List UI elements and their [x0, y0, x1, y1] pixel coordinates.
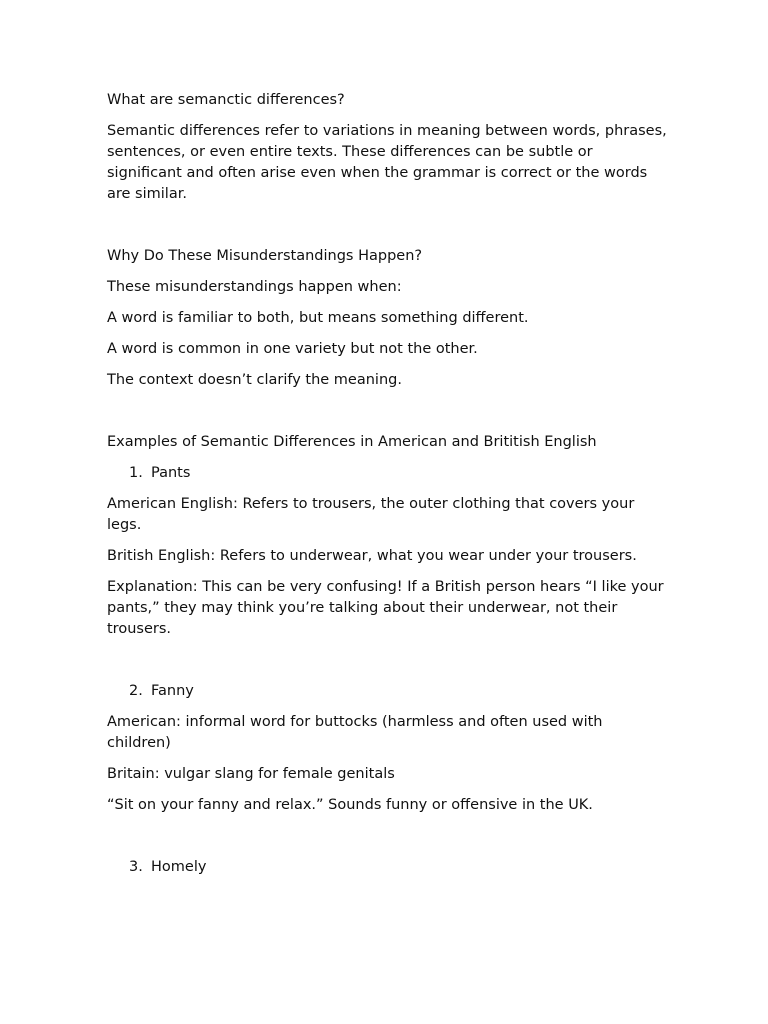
- spacer: [107, 215, 668, 246]
- list-item-label: Homely: [151, 859, 207, 875]
- paragraph-british-fanny: Britain: vulgar slang for female genitals: [107, 766, 395, 782]
- paragraph-intro: These misunderstandings happen when:: [107, 279, 402, 295]
- paragraph-reason: A word is familiar to both, but means something different.: [107, 310, 529, 326]
- spacer: [107, 650, 668, 681]
- spacer: [107, 826, 668, 857]
- spacer: [107, 401, 668, 432]
- list-item-label: Pants: [151, 465, 191, 481]
- list-item-fanny: [107, 681, 668, 702]
- list-item-pants: [107, 463, 668, 484]
- paragraph-explanation-pants: Explanation: This can be very confusing! If a British person hears “I like your pants,” they may think you’re talking about their underwear, not their trousers.: [107, 579, 664, 637]
- list-item-label: Fanny: [151, 683, 194, 699]
- paragraph-example-fanny: “Sit on your fanny and relax.” Sounds funny or offensive in the UK.: [107, 797, 593, 813]
- paragraph-british-pants: British English: Refers to underwear, what you wear under your trousers.: [107, 548, 637, 564]
- list-item-homely: [107, 857, 668, 878]
- section-heading-semantic-differences: What are semanctic differences?: [107, 92, 345, 108]
- paragraph-american-fanny: American: informal word for buttocks (harmless and often used with children): [107, 714, 603, 751]
- paragraph-american-pants: American English: Refers to trousers, the outer clothing that covers your legs.: [107, 496, 635, 533]
- paragraph-definition: Semantic differences refer to variations in meaning between words, phrases, sentences, or even entire texts. These differences can be subtle or significant and often arise even when the grammar is correct or the words are similar.: [107, 123, 667, 202]
- section-heading-misunderstandings: Why Do These Misunderstandings Happen?: [107, 248, 423, 264]
- section-heading-examples: Examples of Semantic Differences in American and Brititish English: [107, 434, 597, 450]
- list-number: 1.: [129, 465, 143, 481]
- list-number: 2.: [129, 683, 143, 699]
- paragraph-reason: The context doesn’t clarify the meaning.: [107, 372, 402, 388]
- paragraph-reason: A word is common in one variety but not the other.: [107, 341, 478, 357]
- list-number: 3.: [129, 859, 143, 875]
